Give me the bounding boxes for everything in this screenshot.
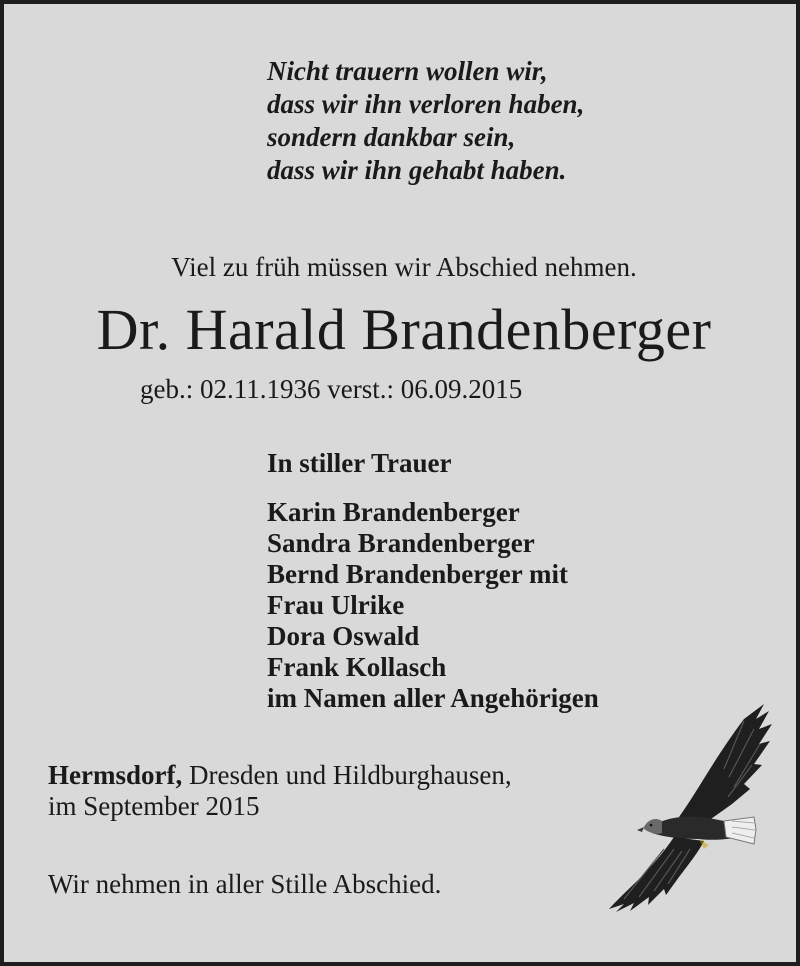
farewell-text: Wir nehmen in aller Stille Abschied. <box>48 869 442 899</box>
date-line: im September 2015 <box>48 791 260 821</box>
poem-line: sondern dankbar sein, <box>267 122 516 152</box>
intro-text: Viel zu früh müssen wir Abschied nehmen. <box>171 252 637 282</box>
mourner: Frau Ulrike <box>267 590 405 620</box>
life-dates: geb.: 02.11.1936 verst.: 06.09.2015 <box>140 374 523 404</box>
place-town: Hermsdorf, <box>48 760 183 790</box>
poem <box>267 55 584 187</box>
place-and-date <box>48 760 512 822</box>
mourner: Bernd Brandenberger mit <box>267 559 568 589</box>
place-line <box>48 760 512 791</box>
place-others: Dresden und Hildburghausen, <box>182 760 512 790</box>
poem-line: dass wir ihn verloren haben, <box>267 89 585 119</box>
mourning-heading: In stiller Trauer <box>267 448 452 478</box>
mourners-list <box>267 497 599 714</box>
poem-line: dass wir ihn gehabt haben. <box>267 155 567 185</box>
mourner: Dora Oswald <box>267 621 420 651</box>
mourner: Sandra Brandenberger <box>267 528 535 558</box>
deceased-name: Dr. Harald Brandenberger <box>96 297 712 362</box>
eagle-icon <box>604 699 779 914</box>
poem-line: Nicht trauern wollen wir, <box>267 56 548 86</box>
mourner: im Namen aller Angehörigen <box>267 683 599 713</box>
mourner: Frank Kollasch <box>267 652 447 682</box>
mourner: Karin Brandenberger <box>267 497 520 527</box>
